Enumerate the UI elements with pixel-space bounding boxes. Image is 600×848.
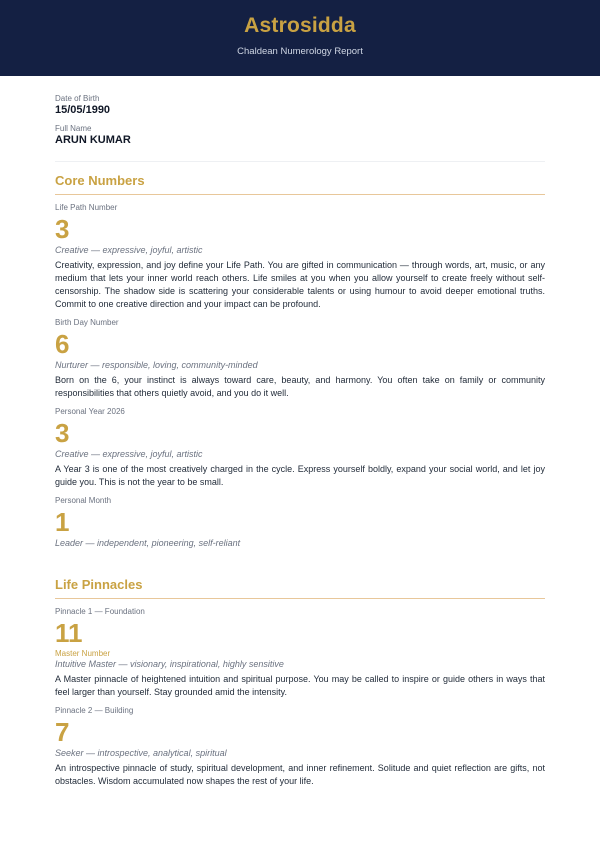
- number-traits: Nurturer — responsible, loving, community-minded: [55, 360, 258, 370]
- number-label: Personal Year 2026: [55, 407, 125, 416]
- brand-title: Astrosidda: [244, 14, 356, 37]
- pinnacle-description: An introspective pinnacle of study, spiritual development, and inner refinement. Solitude and quiet reflection are gifts, not obstacles. Wisdom accumulated now shapes the rest of your life.: [55, 763, 545, 786]
- name-field: [55, 124, 545, 147]
- report-header: [0, 0, 600, 76]
- personal-year-block: [55, 407, 545, 489]
- number-traits: Creative — expressive, joyful, artistic: [55, 449, 203, 459]
- pinnacle-label: Pinnacle 2 — Building: [55, 706, 134, 715]
- name-value: ARUN KUMAR: [55, 134, 131, 146]
- life-pinnacles-title: Life Pinnacles: [55, 577, 143, 592]
- number-value: 1: [55, 507, 70, 537]
- core-numbers-title: Core Numbers: [55, 173, 145, 188]
- pinnacle-description: A Master pinnacle of heightened intuition and spiritual purpose. You may be called to inspire or guide others in ways that feel larger than yourself. Stay grounded amid the intensity.: [55, 674, 545, 697]
- name-label: Full Name: [55, 124, 92, 133]
- number-label: Personal Month: [55, 496, 112, 505]
- pinnacle-number: 7: [55, 717, 70, 747]
- dob-value: 15/05/1990: [55, 104, 111, 116]
- life-path-block: [55, 203, 545, 311]
- pinnacle-traits: Intuitive Master — visionary, inspirational, highly sensitive: [55, 659, 284, 669]
- number-value: 3: [55, 418, 70, 448]
- dob-field: [55, 94, 545, 117]
- number-description: Born on the 6, your instinct is always toward care, beauty, and harmony. You often take on family or community responsibilities that others quietly avoid, and you do it well.: [55, 375, 545, 398]
- number-label: Life Path Number: [55, 203, 118, 212]
- pinnacle-number: 11: [55, 618, 83, 648]
- pinnacle-2-block: [55, 706, 545, 788]
- report-body: [0, 76, 600, 788]
- master-number-tag: Master Number: [55, 649, 111, 658]
- profile-divider: [55, 161, 545, 162]
- life-pinnacles-rule: [55, 598, 545, 599]
- number-description: A Year 3 is one of the most creatively charged in the cycle. Express yourself boldly, expand your social world, and let joy guide you. This is not the year to be small.: [55, 464, 545, 487]
- number-description: Creativity, expression, and joy define your Life Path. You are gifted in communication — through words, art, music, or any medium that lets your inner world reach others. Life smiles at you when you allow yourself to create freely without self-censorship. The shadow side is scattering your considerable talents or using humour to avoid deeper emotional truths. Commit to one creative direction and your impact can be profound.: [55, 260, 545, 309]
- birth-day-block: [55, 318, 545, 400]
- dob-label: Date of Birth: [55, 94, 100, 103]
- personal-month-block: [55, 496, 545, 549]
- number-traits: Leader — independent, pioneering, self-reliant: [55, 538, 241, 548]
- pinnacle-1-block: [55, 607, 545, 699]
- report-subtitle: Chaldean Numerology Report: [237, 46, 363, 57]
- number-value: 3: [55, 214, 70, 244]
- number-label: Birth Day Number: [55, 318, 119, 327]
- pinnacle-label: Pinnacle 1 — Foundation: [55, 607, 145, 616]
- core-numbers-rule: [55, 194, 545, 195]
- pinnacle-traits: Seeker — introspective, analytical, spiritual: [55, 748, 227, 758]
- number-traits: Creative — expressive, joyful, artistic: [55, 245, 203, 255]
- number-value: 6: [55, 329, 70, 359]
